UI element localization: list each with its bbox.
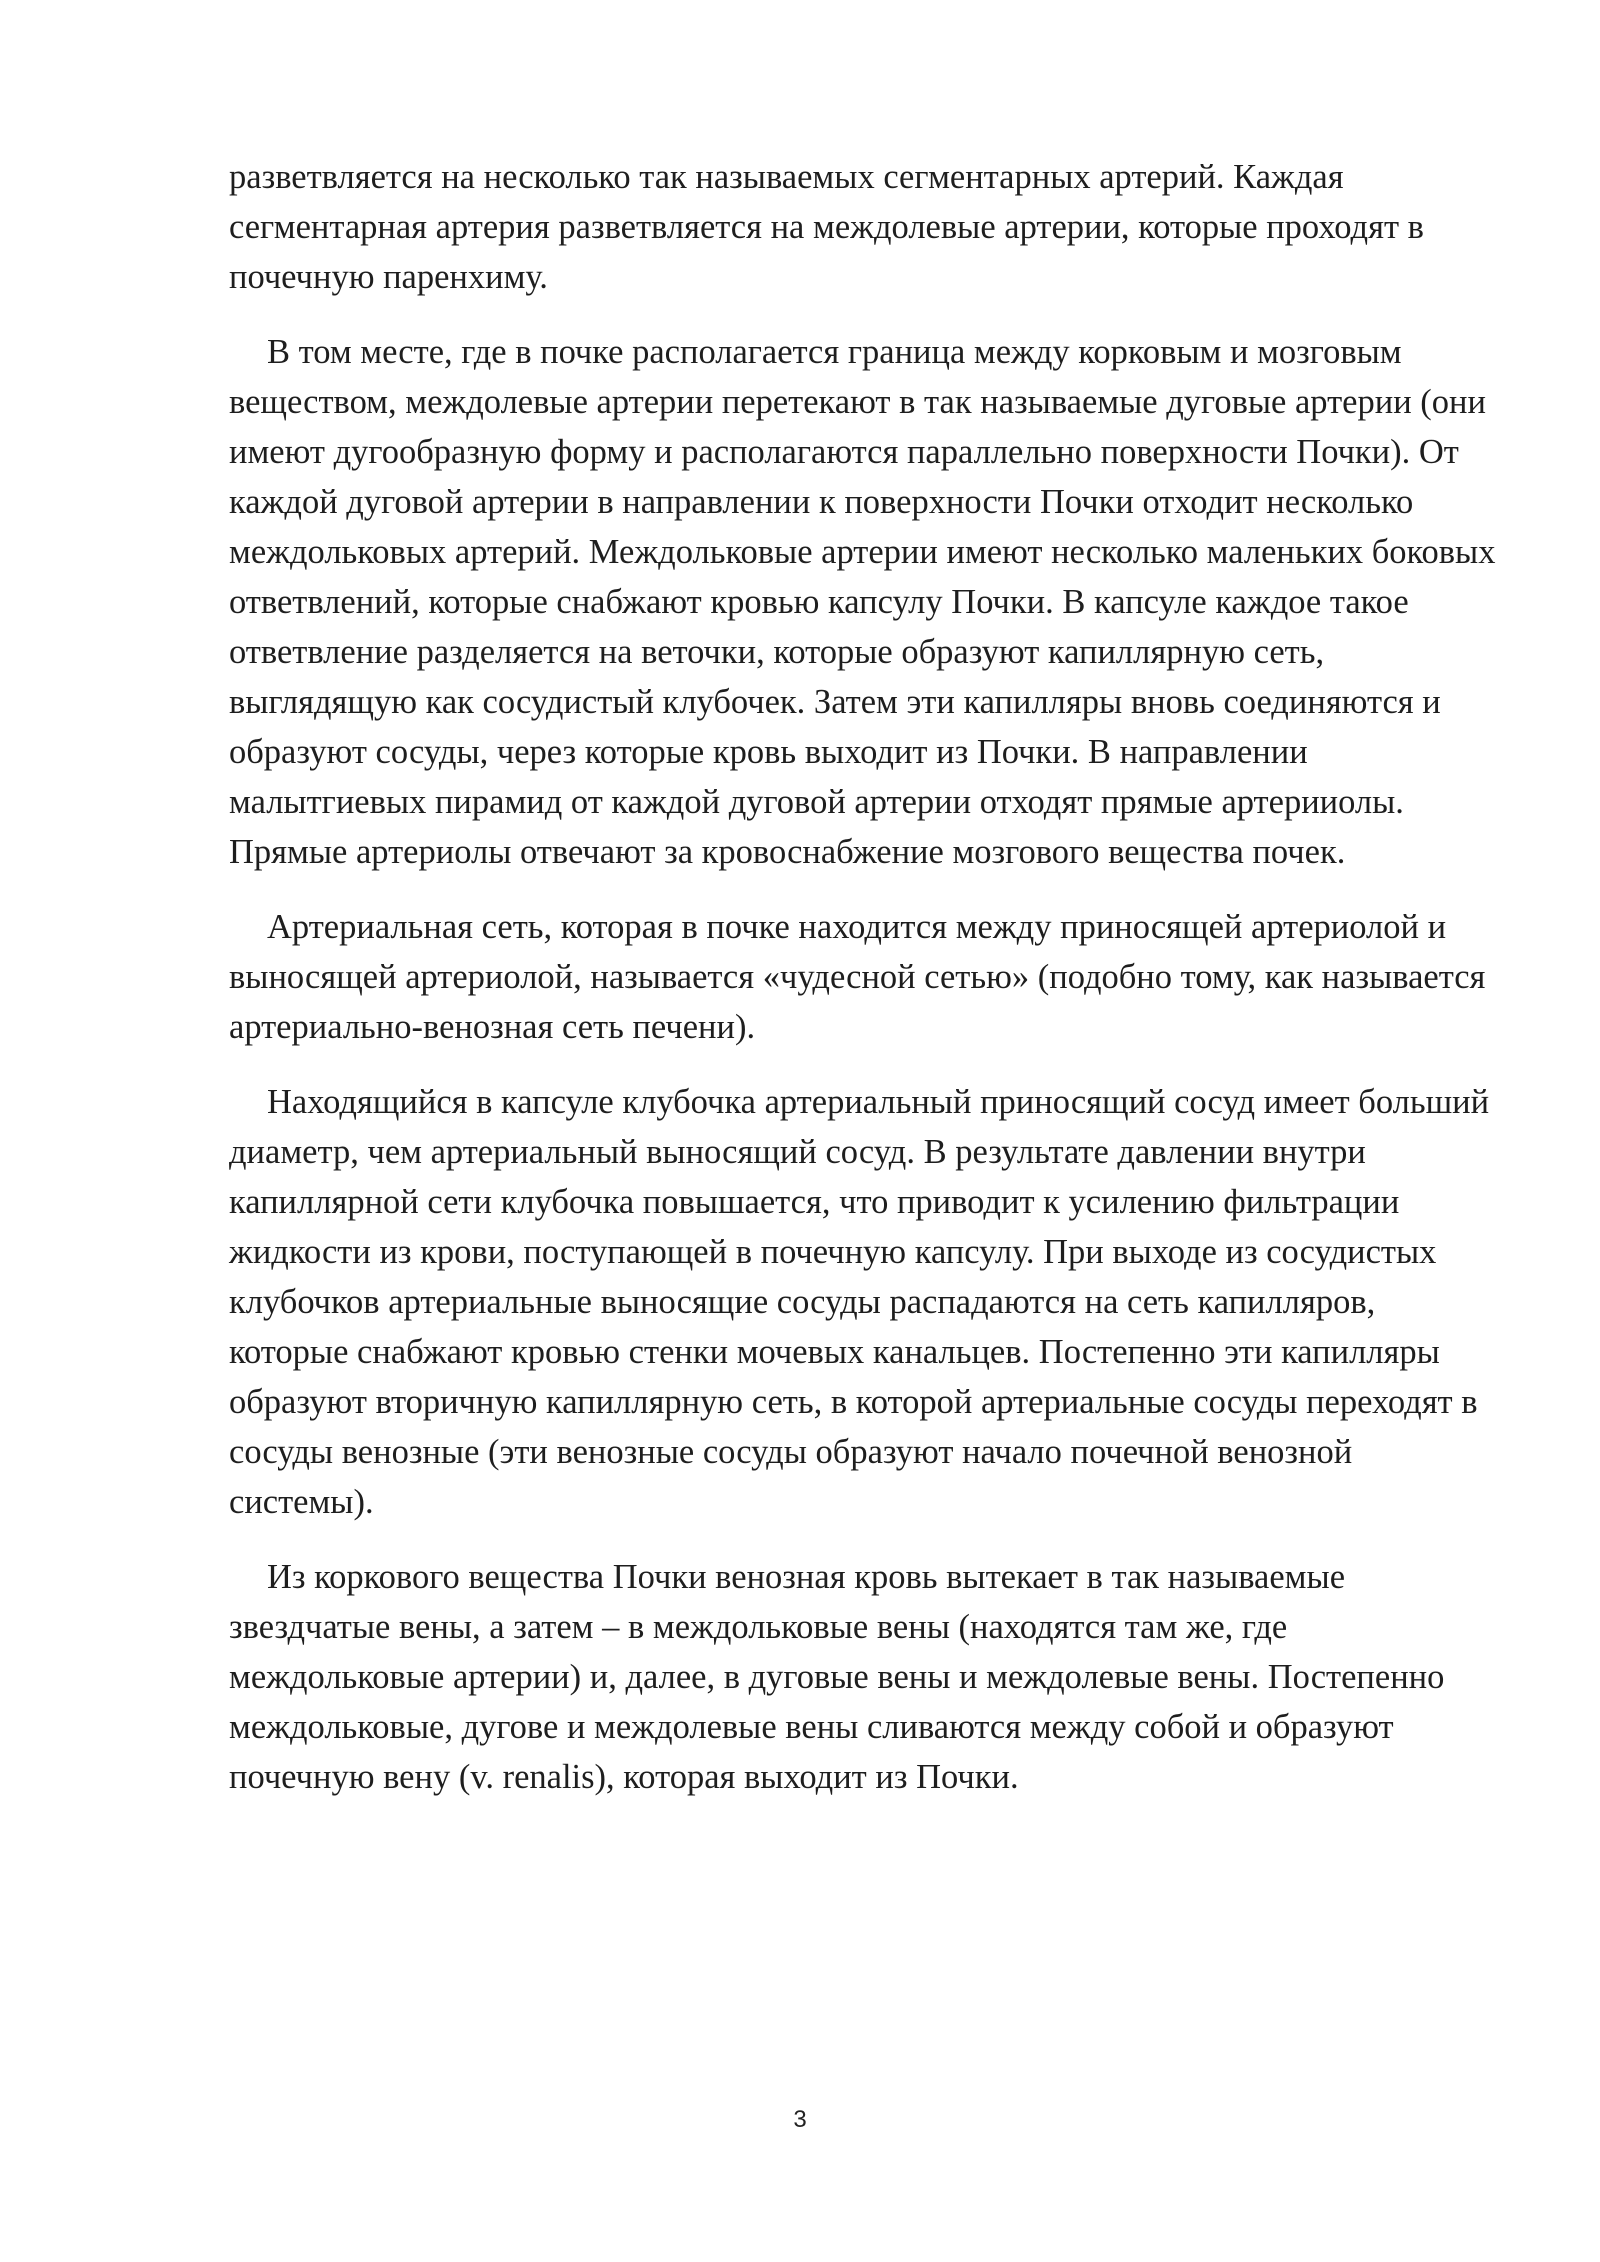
- paragraph-2: В том месте, где в почке располагается граница между корковым и мозговым веществом, междолевые артерии перетекают в так называемые дуговые артерии (они имеют дугообразную форму и располагаются параллельно поверхности Почки). От каждой дуговой артерии в направлении к поверхности Почки отходит несколько междольковых артерий. Междольковые артерии имеют несколько маленьких боковых ответвлений, которые снабжают кровью капсулу Почки. В капсуле каждое такое ответвление разделяется на веточки, которые образуют капиллярную сеть, выглядящую как сосудистый клубочек. Затем эти капилляры вновь соединяются и образуют сосуды, через которые кровь выходит из Почки. В направлении малытгиевых пирамид от каждой дуговой артерии отходят прямые артерииолы. Прямые артериолы отвечают за кровоснабжение мозгового вещества почек.: [229, 333, 1496, 871]
- paragraph-4: Находящийся в капсуле клубочка артериальный приносящий сосуд имеет больший диаметр, чем артериальный выносящий сосуд. В результате давлении внутри капиллярной сети клубочка повышается, что приводит к усилению фильтрации жидкости из крови, поступающей в почечную капсулу. При выходе из сосудистых клубочков артериальные выносящие сосуды распадаются на сеть капилляров, которые снабжают кровью стенки мочевых канальцев. Постепенно эти капилляры образуют вторичную капиллярную сеть, в которой артериальные сосуды переходят в сосуды венозные (эти венозные сосуды образуют начало почечной венозной системы).: [229, 1083, 1490, 1521]
- paragraph-5: Из коркового вещества Почки венозная кровь вытекает в так называемые звездчатые вены, а затем – в междольковые вены (находятся там же, где междольковые артерии) и, далее, в дуговые вены и междолевые вены. Постепенно междольковые, дугове и междолевые вены сливаются между собой и образуют почечную вену (v. renalis), которая выходит из Почки.: [229, 1558, 1445, 1796]
- body-text: [229, 152, 1499, 1827]
- paragraph-3: Артериальная сеть, которая в почке находится между приносящей артериолой и выносящей артериолой, называется «чудесной сетью» (подобно тому, как называется артериально-венозная сеть печени).: [229, 908, 1486, 1046]
- paragraph-1: разветвляется на несколько так называемых сегментарных артерий. Каждая сегментарная артерия разветвляется на междолевые артерии, которые проходят в почечную паренхиму.: [229, 158, 1424, 296]
- page-number: 3: [793, 2106, 807, 2133]
